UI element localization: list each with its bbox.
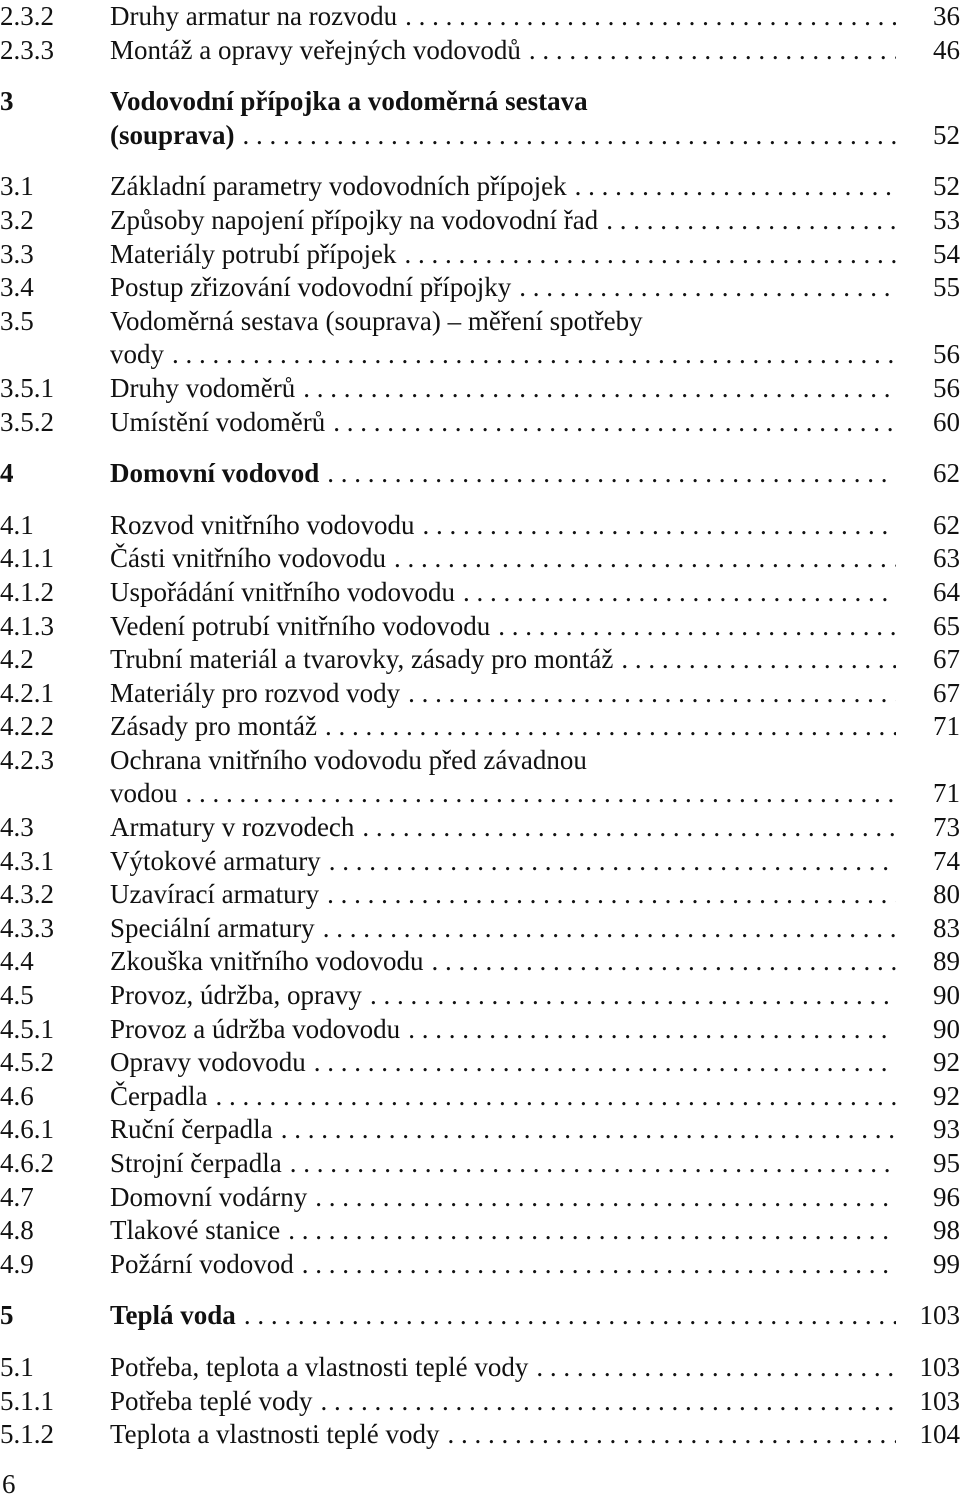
toc-entry [0, 710, 960, 744]
toc-entry-number: 3.5.2 [0, 406, 54, 437]
toc-entry-title: Uzavírací armatury [110, 879, 320, 910]
toc-entry [0, 744, 960, 778]
toc-entry-number: 4.5.1 [0, 1013, 54, 1044]
toc-entry-number: 4.9 [0, 1248, 34, 1279]
toc-leader-dots [408, 1013, 896, 1047]
toc-leader-dots [621, 643, 896, 677]
toc-entry-page: 90 [933, 980, 960, 1011]
toc-leader-dots [575, 170, 896, 204]
toc-entry-title: Rozvod vnitřního vodovodu [110, 509, 415, 540]
toc-entry [0, 845, 960, 879]
toc-entry-page: 60 [933, 406, 960, 437]
toc-entry-number: 4.2.2 [0, 711, 54, 742]
toc-entry-title: Armatury v rozvodech [110, 812, 355, 843]
toc-entry-title: Ochrana vnitřního vodovodu před závadnou [110, 744, 587, 775]
toc-entry-page: 64 [933, 576, 960, 607]
toc-entry-page: 98 [933, 1215, 960, 1246]
toc-entry [0, 878, 960, 912]
toc-entry [0, 271, 960, 305]
page-number: 6 [2, 1469, 16, 1499]
toc-entry [0, 1385, 960, 1419]
toc-entry-number: 4.2 [0, 644, 34, 675]
toc-entry-page: 104 [919, 1419, 960, 1450]
toc-leader-dots [536, 1351, 896, 1385]
toc-entry [0, 912, 960, 946]
toc-entry [0, 305, 960, 339]
toc-entry-page: 73 [933, 812, 960, 843]
toc-entry-page: 92 [933, 1047, 960, 1078]
toc-entry-title: Strojní čerpadla [110, 1148, 282, 1178]
toc-entry-number: 4.3.3 [0, 912, 54, 943]
toc-entry-page: 74 [933, 845, 960, 876]
toc-entry-page: 56 [933, 339, 960, 370]
toc-entry [0, 610, 960, 644]
toc-entry-title: Postup zřizování vodovodní přípojky [110, 272, 512, 303]
toc-entry-title: Provoz a údržba vodovodu [110, 1013, 401, 1044]
toc-entry [0, 34, 960, 68]
toc-leader-dots [314, 1046, 896, 1080]
toc-entry [0, 204, 960, 238]
toc-leader-dots [405, 0, 896, 34]
toc-entry-number: 4.3.1 [0, 845, 54, 876]
toc-entry-number: 4.3.2 [0, 879, 54, 910]
toc-entry-page: 55 [933, 272, 960, 303]
toc-entry [0, 1214, 960, 1248]
toc-entry [0, 643, 960, 677]
toc-entry-number: 3 [0, 86, 14, 117]
toc-entry-number: 4.1 [0, 509, 34, 540]
toc-entry-title: Vedení potrubí vnitřního vodovodu [110, 610, 491, 641]
toc-entry-page: 67 [933, 644, 960, 675]
toc-entry-continuation [0, 338, 960, 372]
toc-entry [0, 406, 960, 440]
toc-entry-number: 4.6 [0, 1080, 34, 1111]
toc-chapter-entry [0, 85, 960, 119]
toc-entry-title: Čerpadla [110, 1080, 208, 1111]
toc-entry-number: 4.7 [0, 1181, 34, 1212]
toc-entry-page: 80 [933, 879, 960, 910]
toc-entry-number: 2.3.3 [0, 34, 54, 65]
toc-leader-dots [325, 710, 896, 744]
toc-leader-dots [394, 542, 896, 576]
toc-entry-page: 103 [919, 1385, 960, 1416]
toc-leader-dots [408, 677, 896, 711]
toc-entry [0, 1046, 960, 1080]
toc-entry-number: 3.5 [0, 305, 34, 336]
toc-entry [0, 811, 960, 845]
toc-leader-dots [362, 811, 896, 845]
toc-entry-page: 54 [933, 238, 960, 269]
toc-leader-dots [315, 1181, 896, 1215]
toc-entry-number: 4.5 [0, 980, 34, 1011]
toc-entry-number: 4.4 [0, 946, 34, 977]
toc-entry-title-continuation: vodou [110, 778, 178, 809]
toc-entry-number: 5.1 [0, 1351, 34, 1382]
toc-leader-dots [302, 1248, 896, 1282]
toc-entry-number: 4 [0, 458, 14, 489]
toc-entry-number: 4.6.2 [0, 1148, 54, 1178]
toc-entry-page: 36 [933, 1, 960, 31]
toc-entry-page: 103 [919, 1351, 960, 1382]
toc-entry-page: 46 [933, 34, 960, 65]
toc-leader-dots [327, 457, 896, 491]
toc-entry-title: Potřeba, teplota a vlastnosti teplé vody [110, 1351, 529, 1382]
toc-entry-title: Trubní materiál a tvarovky, zásady pro montáž [110, 644, 614, 675]
toc-entry-title: Domovní vodovod [110, 458, 320, 489]
toc-entry-number: 4.1.1 [0, 543, 54, 574]
toc-leader-dots [329, 845, 896, 879]
toc-leader-dots [244, 1299, 896, 1333]
toc-entry [0, 1113, 960, 1147]
toc-entry-page: 83 [933, 912, 960, 943]
toc-entry-page: 96 [933, 1181, 960, 1212]
toc-entry-page: 93 [933, 1114, 960, 1145]
toc-entry [0, 1418, 960, 1452]
toc-entry-number: 3.5.1 [0, 372, 54, 403]
toc-entry [0, 1080, 960, 1114]
toc-entry-page: 56 [933, 372, 960, 403]
toc-entry-page: 95 [933, 1148, 960, 1178]
toc-entry-number: 4.3 [0, 812, 34, 843]
toc-entry [0, 979, 960, 1013]
toc-entry [0, 1181, 960, 1215]
toc-entry [0, 542, 960, 576]
toc-entry-title: Požární vodovod [110, 1248, 294, 1279]
toc-entry [0, 238, 960, 272]
toc-entry-title: Speciální armatury [110, 912, 315, 943]
toc-entry-page: 62 [933, 458, 960, 489]
toc-entry-title: Zásady pro montáž [110, 711, 317, 742]
toc-leader-dots [333, 406, 896, 440]
toc-entry-title: Teplá voda [110, 1300, 236, 1331]
toc-entry-continuation [0, 119, 960, 153]
toc-entry-title: Výtokové armatury [110, 845, 321, 876]
toc-entry-title: Teplota a vlastnosti teplé vody [110, 1419, 440, 1450]
toc-entry [0, 509, 960, 543]
toc-entry-number: 5.1.2 [0, 1419, 54, 1450]
toc-leader-dots [243, 119, 896, 153]
toc-leader-dots [431, 945, 896, 979]
toc-entry-number: 5 [0, 1300, 14, 1331]
toc-entry-page: 63 [933, 543, 960, 574]
toc-leader-dots [281, 1113, 896, 1147]
toc-entry-number: 4.2.3 [0, 744, 54, 775]
toc-entry [0, 945, 960, 979]
toc-entry-title: Umístění vodoměrů [110, 406, 326, 437]
toc-entry-page: 90 [933, 1013, 960, 1044]
toc-entry-title: Materiály pro rozvod vody [110, 677, 401, 708]
toc-entry-title: Provoz, údržba, opravy [110, 980, 362, 1011]
toc-entry-number: 4.1.2 [0, 576, 54, 607]
toc-leader-dots [303, 372, 896, 406]
toc-entry-page: 89 [933, 946, 960, 977]
toc-entry-title: Části vnitřního vodovodu [110, 543, 386, 574]
toc-entry-title: Uspořádání vnitřního vodovodu [110, 576, 455, 607]
toc-entry-title: Vodoměrná sestava (souprava) – měření spotřeby [110, 305, 643, 336]
toc-entry-page: 52 [933, 119, 960, 150]
toc-entry-title: Ruční čerpadla [110, 1114, 273, 1145]
toc-entry-title: Potřeba teplé vody [110, 1385, 313, 1416]
toc-leader-dots [370, 979, 896, 1013]
toc-leader-dots [448, 1418, 896, 1452]
toc-entry-title: Vodovodní přípojka a vodoměrná sestava [110, 86, 588, 117]
toc-leader-dots [215, 1080, 896, 1114]
toc-entry-page: 71 [933, 778, 960, 809]
toc-leader-dots [186, 777, 897, 811]
toc-entry-title-continuation: (souprava) [110, 119, 235, 150]
toc-entry-page: 99 [933, 1248, 960, 1279]
toc-entry-number: 2.3.2 [0, 1, 54, 31]
toc-entry-continuation [0, 777, 960, 811]
toc-entry-title: Tlakové stanice [110, 1215, 281, 1246]
toc-entry-number: 5.1.1 [0, 1385, 54, 1416]
toc-entry [0, 1147, 960, 1181]
toc-entry-page: 62 [933, 509, 960, 540]
toc-entry [0, 1248, 960, 1282]
toc-entry-page: 92 [933, 1080, 960, 1111]
toc-entry-title-continuation: vody [110, 339, 164, 370]
toc-entry-number: 4.8 [0, 1215, 34, 1246]
toc-entry-number: 4.1.3 [0, 610, 54, 641]
toc-entry-number: 4.6.1 [0, 1114, 54, 1145]
toc-entry-title: Domovní vodárny [110, 1181, 308, 1212]
toc-leader-dots [323, 912, 896, 946]
toc-entry-page: 67 [933, 677, 960, 708]
toc-leader-dots [290, 1147, 896, 1181]
toc-leader-dots [172, 338, 896, 372]
toc-entry-page: 71 [933, 711, 960, 742]
toc-leader-dots [404, 238, 896, 272]
toc-entry-title: Zkouška vnitřního vodovodu [110, 946, 424, 977]
toc-entry [0, 0, 960, 34]
toc-leader-dots [327, 878, 896, 912]
toc-entry-number: 3.4 [0, 272, 34, 303]
toc-chapter-entry [0, 1299, 960, 1333]
toc-leader-dots [498, 610, 896, 644]
toc-entry [0, 170, 960, 204]
toc-entry-page: 65 [933, 610, 960, 641]
toc-entry [0, 576, 960, 610]
toc-leader-dots [529, 34, 896, 68]
toc-entry-page: 53 [933, 204, 960, 235]
toc-leader-dots [463, 576, 896, 610]
toc-leader-dots [519, 271, 896, 305]
toc-entry-number: 3.3 [0, 238, 34, 269]
toc-entry [0, 372, 960, 406]
toc-entry [0, 677, 960, 711]
toc-entry [0, 1351, 960, 1385]
toc-entry-title: Způsoby napojení přípojky na vodovodní řad [110, 204, 599, 235]
toc-entry-number: 3.1 [0, 171, 34, 202]
toc-leader-dots [288, 1214, 896, 1248]
toc-entry-number: 3.2 [0, 204, 34, 235]
toc-entry-title: Opravy vodovodu [110, 1047, 306, 1078]
toc-leader-dots [606, 204, 896, 238]
toc-entry-title: Montáž a opravy veřejných vodovodů [110, 34, 521, 65]
toc-leader-dots [423, 509, 897, 543]
toc-leader-dots [320, 1385, 896, 1419]
toc-entry-number: 4.2.1 [0, 677, 54, 708]
toc-entry-title: Základní parametry vodovodních přípojek [110, 171, 567, 202]
toc-entry-number: 4.5.2 [0, 1047, 54, 1078]
toc-entry-title: Druhy vodoměrů [110, 372, 296, 403]
toc-chapter-entry [0, 457, 960, 491]
toc-entry-title: Druhy armatur na rozvodu [110, 1, 398, 31]
toc-entry-page: 52 [933, 171, 960, 202]
toc-entry [0, 1013, 960, 1047]
toc-entry-title: Materiály potrubí přípojek [110, 238, 397, 269]
toc-entry-page: 103 [919, 1300, 960, 1331]
